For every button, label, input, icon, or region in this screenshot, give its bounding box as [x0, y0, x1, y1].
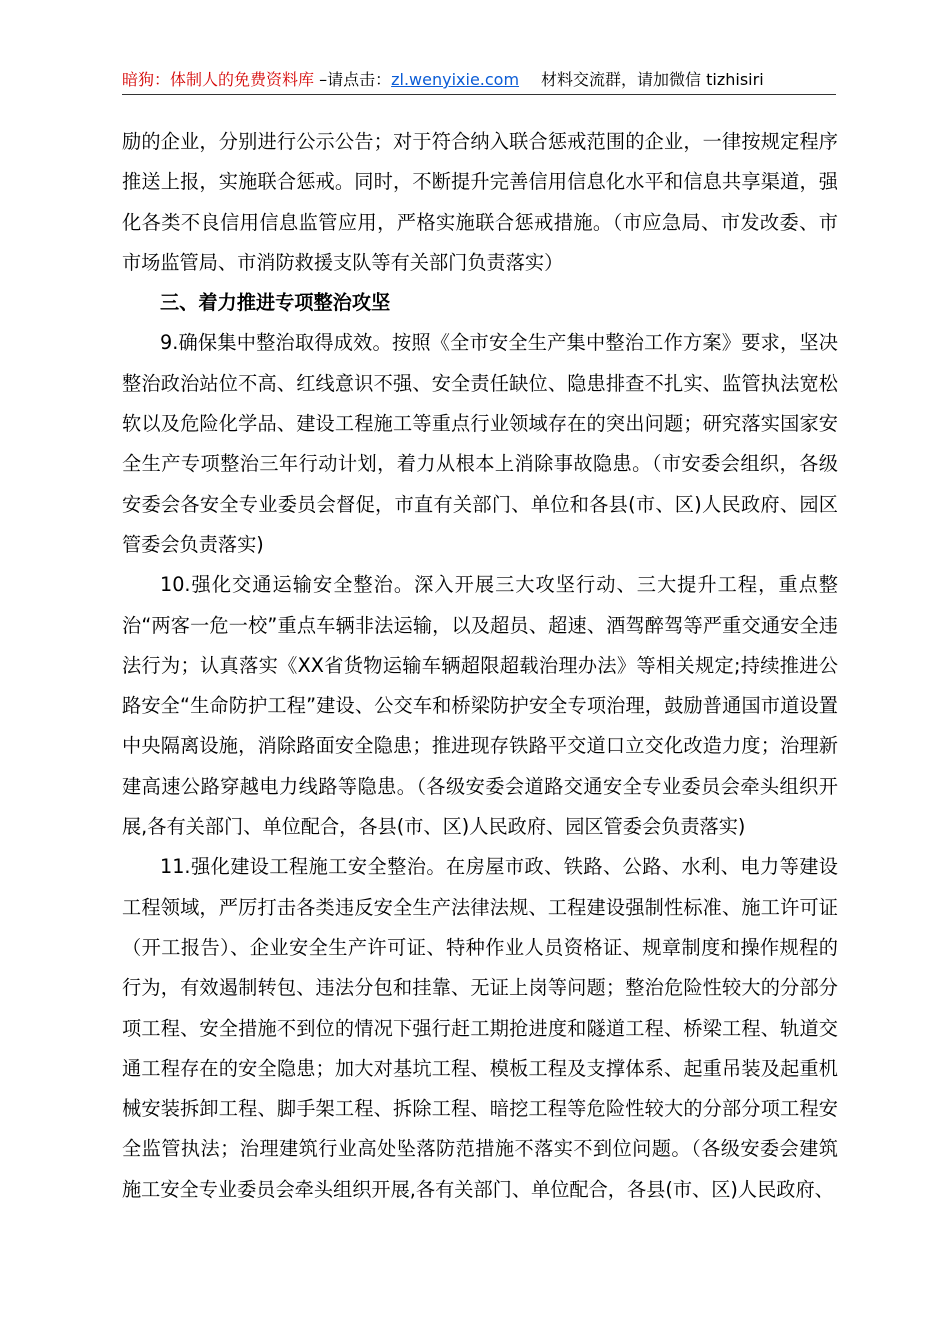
- paragraph-item-10: 10.强化交通运输安全整治。深入开展三大攻坚行动、三大提升工程，重点整治“两客一危一校”重点车辆非法运输，以及超员、超速、酒驾醉驾等严重交通安全违法行为；认真落实《XX省货物运输车辆超限超载治理办法》等相关规定;持续推进公路安全“生命防护工程”建设、公交车和桥梁防护安全专项治理，鼓励普通国市道设置中央隔离设施，消除路面安全隐患；推进现存铁路平交道口立交化改造力度；治理新建高速公路穿越电力线路等隐患。（各级安委会道路交通安全专业委员会牵头组织开展,各有关部门、单位配合，各县(市、区)人民政府、园区管委会负责落实): [122, 573, 838, 839]
- section-heading: 三、着力推进专项整治攻坚: [160, 291, 391, 315]
- header-prompt: –请点击：: [314, 70, 392, 89]
- paragraph-item-9: 9.确保集中整治取得成效。按照《全市安全生产集中整治工作方案》要求，坚决整治政治站位不高、红线意识不强、安全责任缺位、隐患排查不扎实、监管执法宽松软以及危险化学品、建设工程施工等重点行业领域存在的突出问题；研究落实国家安全生产专项整治三年行动计划，着力从根本上消除事故隐患。（市安委会组织，各级安委会各安全专业委员会督促，市直有关部门、单位和各县(市、区)人民政府、园区管委会负责落实): [122, 331, 838, 556]
- header-brand: 暗狗：体制人的免费资料库: [122, 70, 315, 89]
- page-header: [122, 66, 836, 95]
- document-body: [122, 122, 838, 1210]
- paragraph-continuation: 励的企业，分别进行公示公告；对于符合纳入联合惩戒范围的企业，一律按规定程序推送上报，实施联合惩戒。同时，不断提升完善信用信息化水平和信息共享渠道，强化各类不良信用信息监管应用，严格实施联合惩戒措施。（市应急局、市发改委、市市场监管局、市消防救援支队等有关部门负责落实）: [122, 130, 838, 274]
- header-link[interactable]: zl.wenyixie.com: [391, 70, 520, 89]
- header-wechat-note: 材料交流群，请加微信 tizhisiri: [541, 70, 764, 89]
- paragraph-item-11: 11.强化建设工程施工安全整治。在房屋市政、铁路、公路、水利、电力等建设工程领域，严厉打击各类违反安全生产法律法规、工程建设强制性标准、施工许可证（开工报告）、企业安全生产许可证、特种作业人员资格证、规章制度和操作规程的行为，有效遏制转包、违法分包和挂靠、无证上岗等问题；整治危险性较大的分部分项工程、安全措施不到位的情况下强行赶工期抢进度和隧道工程、桥梁工程、轨道交通工程存在的安全隐患；加大对基坑工程、模板工程及支撑体系、起重吊装及起重机械安装拆卸工程、脚手架工程、拆除工程、暗挖工程等危险性较大的分部分项工程安全监管执法；治理建筑行业高处坠落防范措施不落实不到位问题。（各级安委会建筑施工安全专业委员会牵头组织开展,各有关部门、单位配合，各县(市、区)人民政府、: [122, 855, 838, 1201]
